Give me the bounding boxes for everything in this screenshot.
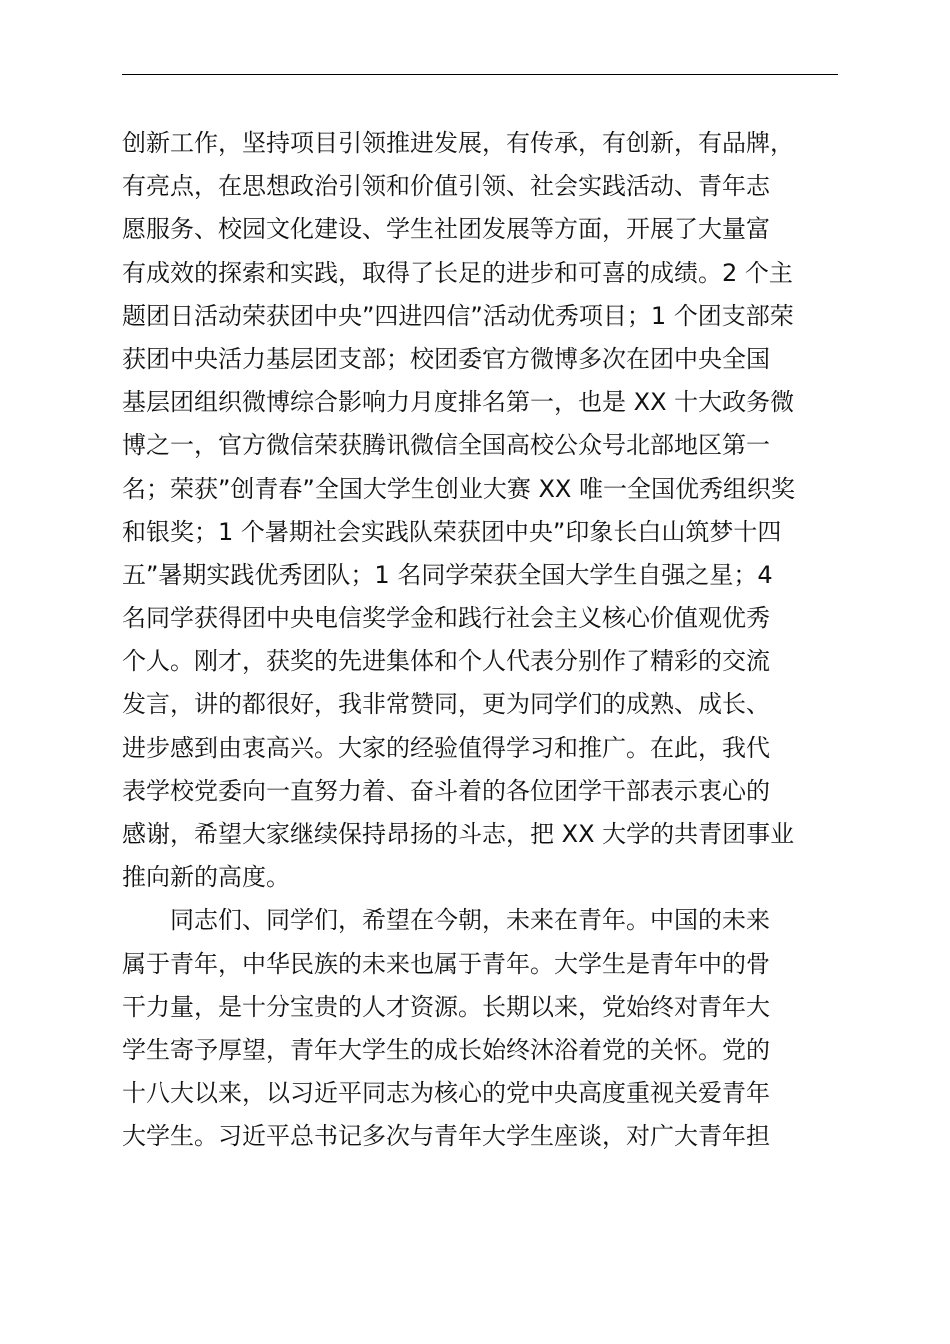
- text-line: 博之一，官方微信荣获腾讯微信全国高校公众号北部地区第一: [122, 431, 770, 460]
- header-rule: [122, 74, 838, 75]
- text-line: 和银奖；1 个暑期社会实践队荣获团中央”印象长白山筑梦十四: [122, 517, 782, 546]
- text-line: 获团中央活力基层团支部；校团委官方微博多次在团中央全国: [122, 344, 770, 373]
- text-line: 干力量，是十分宝贵的人才资源。长期以来，党始终对青年大: [122, 992, 770, 1021]
- document-body: [122, 122, 862, 1159]
- text-line: 名同学获得团中央电信奖学金和践行社会主义核心价值观优秀: [122, 604, 770, 633]
- text-line: 属于青年，中华民族的未来也属于青年。大学生是青年中的骨: [122, 949, 770, 978]
- text-line: 愿服务、校园文化建设、学生社团发展等方面，开展了大量富: [122, 215, 770, 244]
- text-line: 大学生。习近平总书记多次与青年大学生座谈，对广大青年担: [122, 1122, 770, 1151]
- paragraph-first-line: 同志们、同学们，希望在今朝，未来在青年。中国的未来: [170, 906, 770, 935]
- text-line: 创新工作，坚持项目引领推进发展，有传承，有创新，有品牌，: [122, 129, 794, 157]
- text-line: 感谢，希望大家继续保持昂扬的斗志，把 XX 大学的共青团事业: [122, 820, 795, 848]
- text-line: 推向新的高度。: [122, 863, 290, 892]
- text-line: 有亮点，在思想政治引领和价值引领、社会实践活动、青年志: [122, 172, 770, 201]
- text-line: 五”暑期实践优秀团队；1 名同学荣获全国大学生自强之星；4: [122, 560, 773, 589]
- text-line: 名；荣获”创青春”全国大学生创业大赛 XX 唯一全国优秀组织奖: [122, 474, 796, 503]
- text-line: 有成效的探索和实践，取得了长足的进步和可喜的成绩。2 个主: [122, 258, 793, 287]
- text-line: 发言，讲的都很好，我非常赞同，更为同学们的成熟、成长、: [122, 690, 770, 719]
- text-line: 十八大以来，以习近平同志为核心的党中央高度重视关爱青年: [122, 1079, 770, 1108]
- text-line: 进步感到由衷高兴。大家的经验值得学习和推广。在此，我代: [122, 733, 770, 762]
- text-line: 学生寄予厚望，青年大学生的成长始终沐浴着党的关怀。党的: [122, 1035, 770, 1064]
- text-line: 基层团组织微博综合影响力月度排名第一，也是 XX 十大政务微: [122, 388, 795, 417]
- text-line: 表学校党委向一直努力着、奋斗着的各位团学干部表示衷心的: [122, 776, 770, 805]
- text-line: 个人。刚才，获奖的先进集体和个人代表分别作了精彩的交流: [122, 647, 770, 676]
- text-line: 题团日活动荣获团中央”四进四信”活动优秀项目；1 个团支部荣: [122, 301, 794, 330]
